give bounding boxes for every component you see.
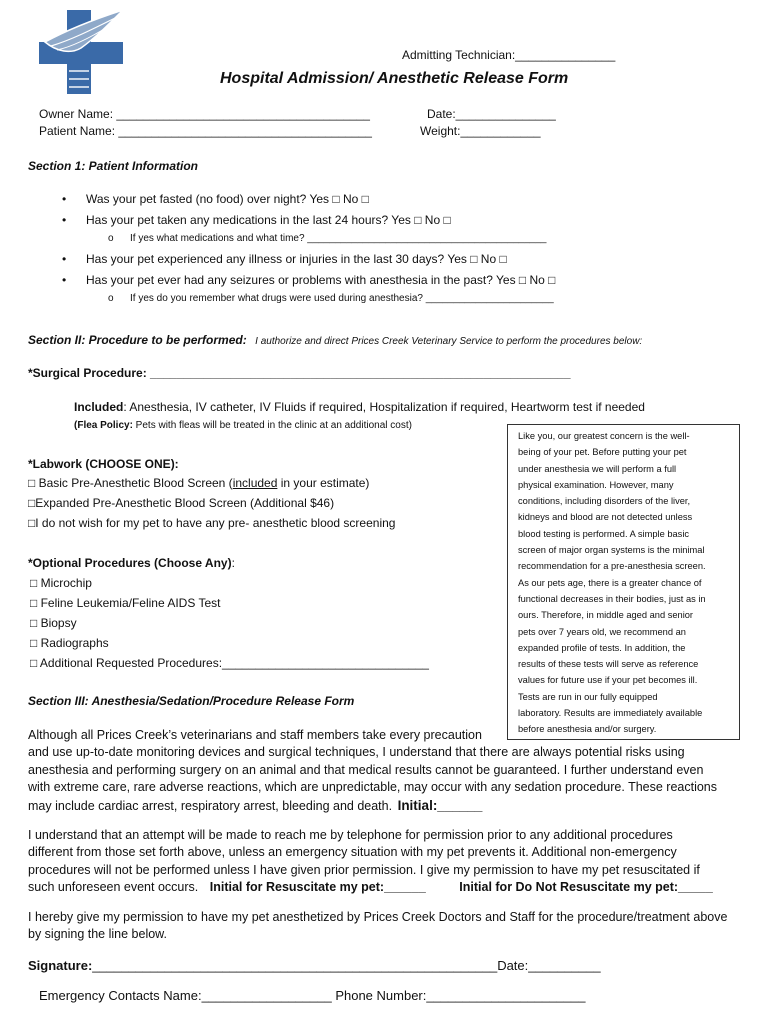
flea-policy-text: Pets with fleas will be treated in the clinic at an additional cost) <box>132 420 412 431</box>
optional-radiographs[interactable]: □ Radiographs <box>30 636 109 650</box>
optional-microchip[interactable]: □ Microchip <box>30 576 92 590</box>
risk-line-last <box>28 797 482 815</box>
permission-line: by signing the line below. <box>28 927 167 941</box>
page-title: Hospital Admission/ Anesthetic Release Form <box>220 70 569 87</box>
included-text: : Anesthesia, IV catheter, IV Fluids if required, Hospitalization if required, Heartworm test if needed <box>123 400 645 414</box>
risk-line: with extreme care, rare adverse reactions, which are unpredictable, may occur with any sedation procedure. These reactions <box>28 780 718 794</box>
flea-policy <box>74 420 412 431</box>
info-line: recommendation for a pre-anesthesia screen. <box>518 561 706 572</box>
labwork-basic-text-a: □ Basic Pre-Anesthetic Blood Screen ( <box>28 476 233 490</box>
info-line: under anesthesia we will perform a full <box>518 463 677 474</box>
labwork-heading: *Labwork (CHOOSE ONE): <box>28 457 179 471</box>
labwork-basic-option[interactable] <box>28 476 369 490</box>
info-line: values for future use if your pet becomes ill. <box>518 675 698 686</box>
initial-resuscitate-field[interactable]: Initial for Resuscitate my pet:______ <box>209 880 426 894</box>
risk-line: anesthesia and performing surgery on an animal and that medical results cannot be guaranteed. I further understand even <box>28 763 704 777</box>
optional-biopsy[interactable]: □ Biopsy <box>30 616 77 630</box>
section3-heading: Section III: Anesthesia/Sedation/Procedure Release Form <box>28 694 355 708</box>
date-field[interactable]: Date:_______________ <box>427 107 556 121</box>
info-line: screen of major organ systems is the minimal <box>518 545 705 556</box>
info-line: Tests are run in our fully equipped <box>518 691 658 702</box>
signature-label: Signature: <box>28 958 93 973</box>
bullet: • <box>62 273 67 287</box>
included-row <box>74 400 645 414</box>
authorization-text: I authorize and direct Prices Creek Veterinary Service to perform the procedures below: <box>255 336 643 347</box>
signature-row <box>28 958 601 973</box>
info-line: laboratory. Results are immediately available <box>518 708 703 719</box>
contact-line: different from those set forth above, unless an emergency situation with my pet prevents it. Additional non-emergency <box>28 845 677 859</box>
info-line: results of these tests will serve as reference <box>518 659 699 670</box>
question-medications[interactable]: Has your pet taken any medications in the last 24 hours? Yes □ No □ <box>86 213 451 227</box>
info-line: kidneys and blood are not detected unless <box>518 512 693 523</box>
optional-felv-fiv[interactable]: □ Feline Leukemia/Feline AIDS Test <box>30 596 221 610</box>
drugs-detail-field[interactable]: If yes do you remember what drugs were used during anesthesia? _______________________ <box>130 293 554 304</box>
flea-policy-label: (Flea Policy: <box>74 420 133 431</box>
section2-heading: Section II: Procedure to be performed: <box>28 333 247 347</box>
info-line: As our pets age, there is a greater chance of <box>518 577 702 588</box>
risk-line: and use up-to-date monitoring devices and surgical techniques, I understand that there are always potential risks using <box>28 745 685 759</box>
signature-date-field[interactable]: Date:__________ <box>497 958 601 973</box>
medications-detail-field[interactable]: If yes what medications and what time? ___________________________________________ <box>130 233 547 244</box>
bloodwork-info-box <box>507 424 740 740</box>
info-line: expanded profile of tests. In addition, the <box>518 642 686 653</box>
info-line: being of your pet. Before putting your pet <box>518 447 687 458</box>
signature-field[interactable]: ________________________________________________________ <box>92 958 498 973</box>
initial-risk-field[interactable]: Initial:______ <box>397 798 483 813</box>
initial-dnr-field[interactable]: Initial for Do Not Resuscitate my pet:_____ <box>459 880 713 894</box>
patient-name-field[interactable]: Patient Name: ______________________________________ <box>39 124 372 138</box>
optional-heading: *Optional Procedures (Choose Any) <box>28 556 232 570</box>
veterinary-cross-logo <box>37 8 125 96</box>
info-line: ours. Therefore, in middle aged and senior <box>518 610 694 621</box>
sub-bullet: o <box>108 233 114 244</box>
weight-field[interactable]: Weight:____________ <box>420 124 541 138</box>
contact-line: procedures will not be performed unless I have given prior permission. I give my permission to have my pet resuscitated if <box>28 863 700 877</box>
surgical-procedure-field[interactable]: *Surgical Procedure: _______________________________________________________________ <box>28 366 571 380</box>
permission-line: I hereby give my permission to have my pet anesthetized by Prices Creek Doctors and Staff for the procedure/treatment above <box>28 910 728 924</box>
bullet: • <box>62 192 67 206</box>
risk-line: Although all Prices Creek’s veterinarians and staff members take every precaution <box>28 728 482 742</box>
question-illness[interactable]: Has your pet experienced any illness or injuries in the last 30 days? Yes □ No □ <box>86 252 507 266</box>
question-fasted[interactable]: Was your pet fasted (no food) over night? Yes □ No □ <box>86 192 369 206</box>
labwork-none-option[interactable]: □I do not wish for my pet to have any pre- anesthetic blood screening <box>28 516 396 530</box>
section2-heading-row <box>28 331 642 349</box>
admitting-technician-field[interactable]: Admitting Technician:_______________ <box>402 48 616 62</box>
labwork-basic-included: included <box>232 476 278 490</box>
info-line: pets over 7 years old, we recommend an <box>518 626 686 637</box>
optional-heading-colon: : <box>231 556 235 570</box>
contact-line: I understand that an attempt will be made to reach me by telephone for permission prior to any additional procedures <box>28 828 673 842</box>
contact-line-text: such unforeseen event occurs. <box>28 880 199 894</box>
labwork-expanded-option[interactable]: □Expanded Pre-Anesthetic Blood Screen (Additional $46) <box>28 496 335 510</box>
info-line: Like you, our greatest concern is the well- <box>518 431 690 441</box>
owner-name-field[interactable]: Owner Name: ______________________________________ <box>39 107 370 121</box>
question-seizures[interactable]: Has your pet ever had any seizures or problems with anesthesia in the past? Yes □ No □ <box>86 273 556 287</box>
section1-heading: Section 1: Patient Information <box>28 159 199 173</box>
included-label: Included <box>74 400 124 414</box>
sub-bullet: o <box>108 293 114 304</box>
labwork-basic-text-b: in your estimate) <box>277 476 370 490</box>
info-line: before anesthesia and/or surgery. <box>518 724 657 735</box>
info-line: physical examination. However, many <box>518 479 674 490</box>
info-line: blood testing is performed. A simple basic <box>518 528 690 539</box>
bullet: • <box>62 252 67 266</box>
contact-line-last <box>28 879 713 896</box>
emergency-contact-field[interactable]: Emergency Contacts Name:__________________ Phone Number:______________________ <box>39 988 586 1003</box>
info-line: conditions, including disorders of the liver, <box>518 496 691 507</box>
optional-heading-row <box>28 556 235 570</box>
info-line: functional decreases in their bodies, just as in <box>518 593 706 604</box>
optional-additional[interactable]: □ Additional Requested Procedures:_______________________________ <box>30 656 429 670</box>
risk-line-text: may include cardiac arrest, respiratory arrest, bleeding and death. <box>28 799 393 813</box>
bullet: • <box>62 213 67 227</box>
